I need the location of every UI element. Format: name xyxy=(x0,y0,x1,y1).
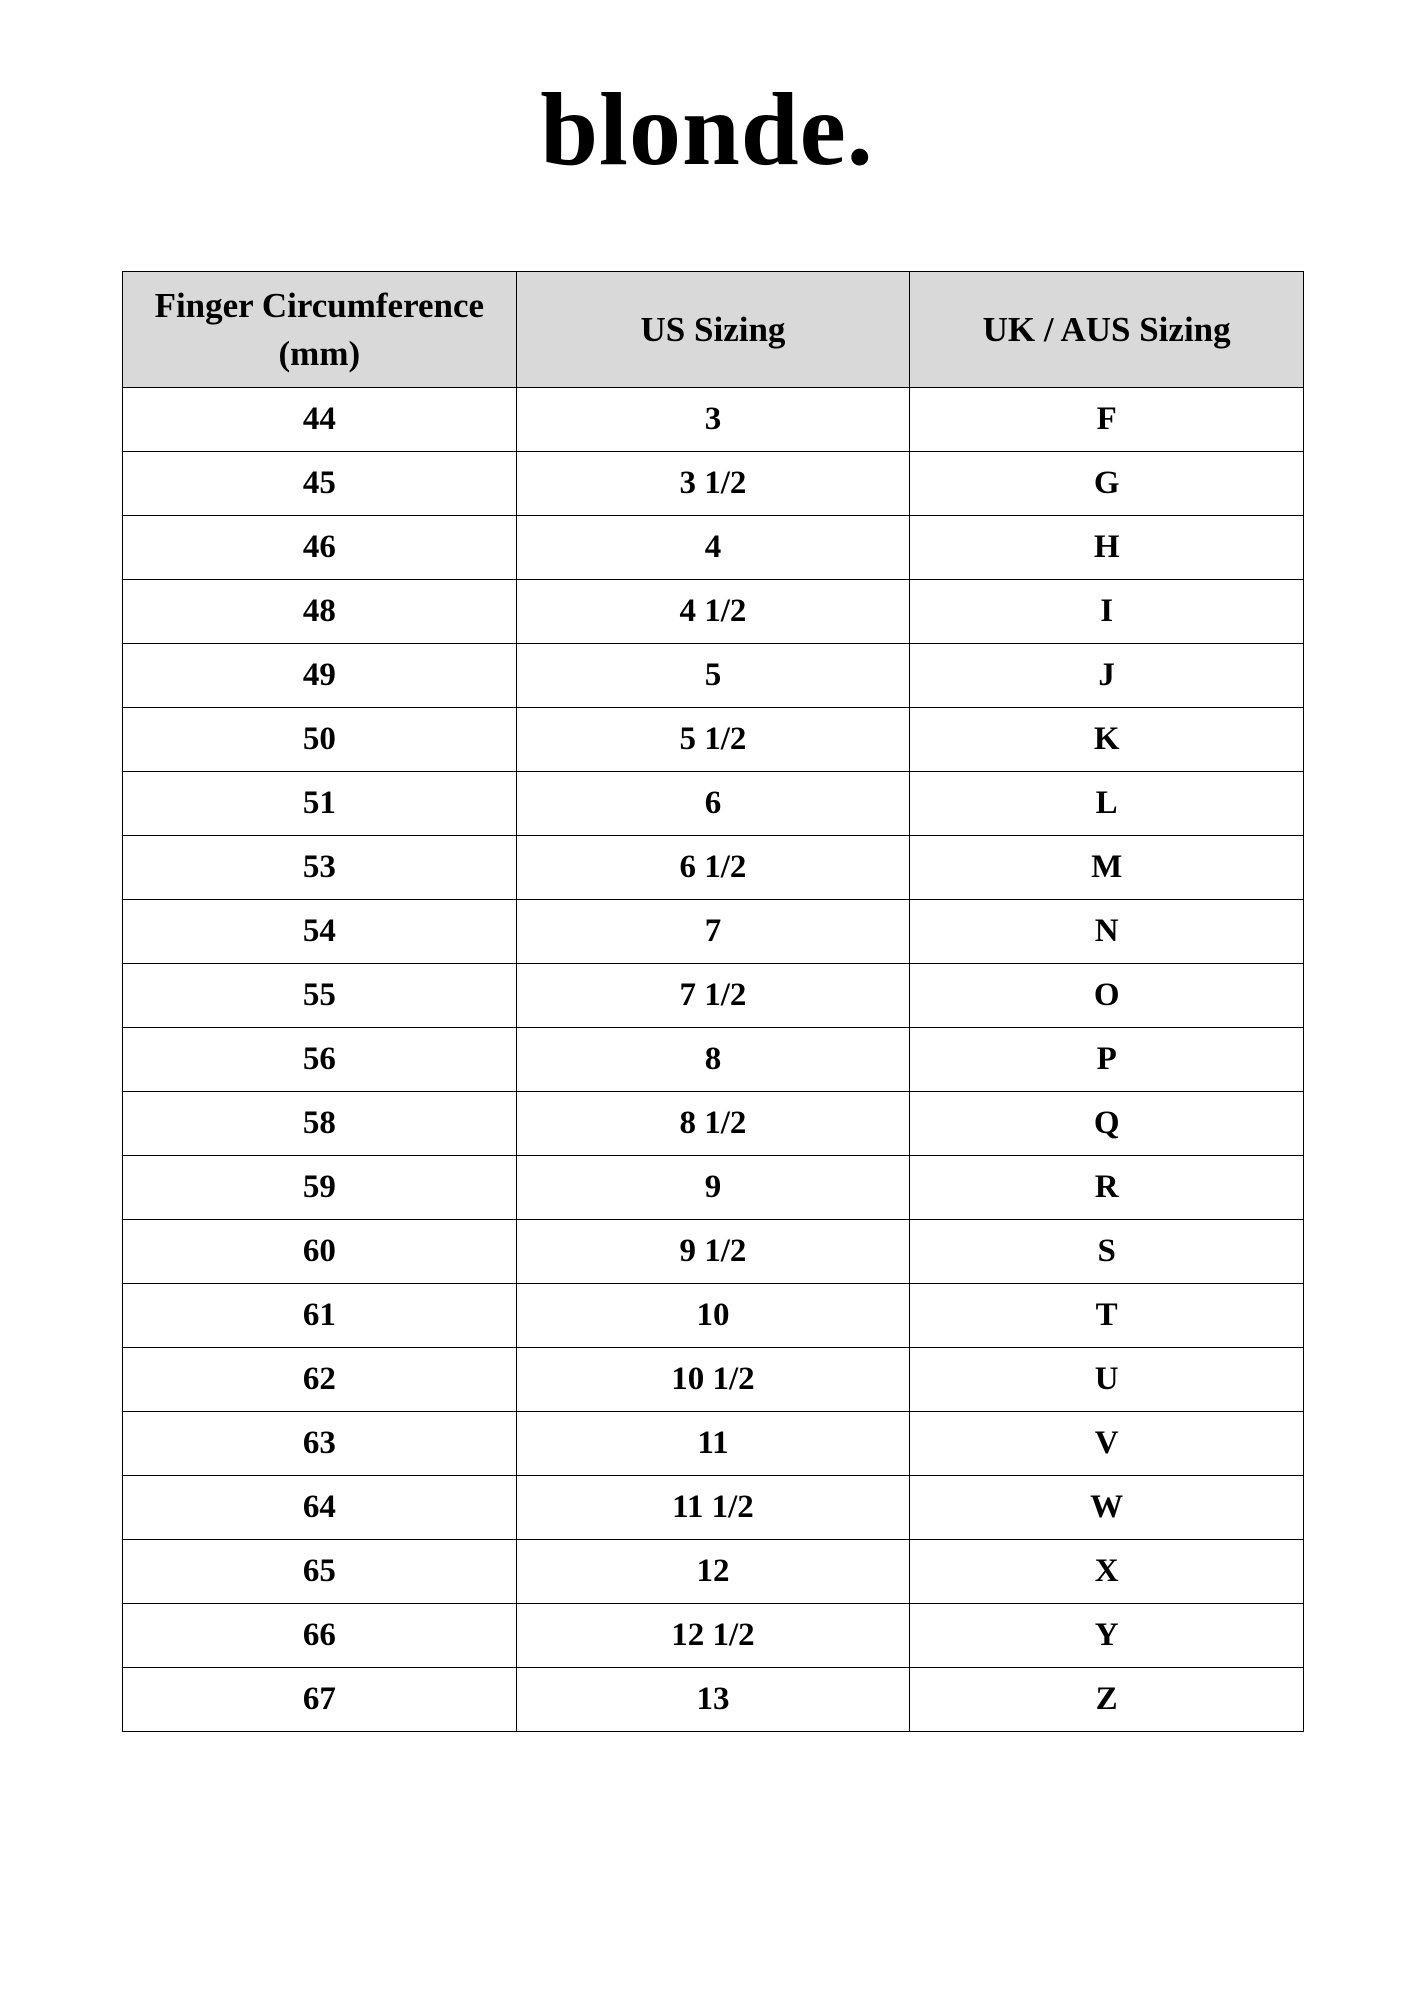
cell-circumference: 51 xyxy=(123,772,517,836)
cell-circumference: 65 xyxy=(123,1540,517,1604)
table-row xyxy=(123,1540,1304,1604)
header-finger-circumference: Finger Circumference (mm) xyxy=(123,272,517,388)
cell-us-size: 7 xyxy=(516,900,910,964)
cell-us-size: 3 1/2 xyxy=(516,452,910,516)
table-row xyxy=(123,900,1304,964)
cell-uk-aus-size: Y xyxy=(910,1604,1304,1668)
cell-us-size: 10 1/2 xyxy=(516,1348,910,1412)
cell-us-size: 10 xyxy=(516,1284,910,1348)
cell-us-size: 11 1/2 xyxy=(516,1476,910,1540)
cell-uk-aus-size: H xyxy=(910,516,1304,580)
cell-uk-aus-size: P xyxy=(910,1028,1304,1092)
cell-uk-aus-size: L xyxy=(910,772,1304,836)
table-row xyxy=(123,452,1304,516)
cell-us-size: 13 xyxy=(516,1668,910,1732)
table-row xyxy=(123,1668,1304,1732)
table-row xyxy=(123,1284,1304,1348)
cell-uk-aus-size: I xyxy=(910,580,1304,644)
cell-us-size: 9 xyxy=(516,1156,910,1220)
table-row xyxy=(123,836,1304,900)
cell-uk-aus-size: F xyxy=(910,388,1304,452)
cell-circumference: 59 xyxy=(123,1156,517,1220)
cell-uk-aus-size: W xyxy=(910,1476,1304,1540)
cell-us-size: 5 1/2 xyxy=(516,708,910,772)
cell-uk-aus-size: N xyxy=(910,900,1304,964)
cell-circumference: 48 xyxy=(123,580,517,644)
header-uk-aus-sizing: UK / AUS Sizing xyxy=(910,272,1304,388)
cell-uk-aus-size: R xyxy=(910,1156,1304,1220)
cell-circumference: 67 xyxy=(123,1668,517,1732)
table-row xyxy=(123,644,1304,708)
cell-uk-aus-size: O xyxy=(910,964,1304,1028)
cell-uk-aus-size: M xyxy=(910,836,1304,900)
table-row xyxy=(123,1092,1304,1156)
table-row xyxy=(123,516,1304,580)
cell-us-size: 8 1/2 xyxy=(516,1092,910,1156)
header-us-sizing: US Sizing xyxy=(516,272,910,388)
cell-circumference: 53 xyxy=(123,836,517,900)
table-row xyxy=(123,708,1304,772)
table-row xyxy=(123,964,1304,1028)
cell-circumference: 61 xyxy=(123,1284,517,1348)
cell-us-size: 9 1/2 xyxy=(516,1220,910,1284)
cell-uk-aus-size: S xyxy=(910,1220,1304,1284)
cell-circumference: 60 xyxy=(123,1220,517,1284)
cell-circumference: 63 xyxy=(123,1412,517,1476)
cell-uk-aus-size: V xyxy=(910,1412,1304,1476)
cell-us-size: 3 xyxy=(516,388,910,452)
cell-uk-aus-size: U xyxy=(910,1348,1304,1412)
cell-circumference: 64 xyxy=(123,1476,517,1540)
cell-circumference: 62 xyxy=(123,1348,517,1412)
table-row xyxy=(123,1412,1304,1476)
table-row xyxy=(123,388,1304,452)
cell-uk-aus-size: G xyxy=(910,452,1304,516)
cell-circumference: 66 xyxy=(123,1604,517,1668)
cell-us-size: 12 xyxy=(516,1540,910,1604)
table-row xyxy=(123,580,1304,644)
table-header-row xyxy=(123,272,1304,388)
table-row xyxy=(123,1348,1304,1412)
cell-us-size: 5 xyxy=(516,644,910,708)
table-row xyxy=(123,1028,1304,1092)
table-row xyxy=(123,1604,1304,1668)
cell-us-size: 6 xyxy=(516,772,910,836)
brand-title: blonde. xyxy=(540,72,874,187)
cell-circumference: 55 xyxy=(123,964,517,1028)
cell-circumference: 56 xyxy=(123,1028,517,1092)
table-row xyxy=(123,772,1304,836)
cell-us-size: 4 1/2 xyxy=(516,580,910,644)
cell-us-size: 11 xyxy=(516,1412,910,1476)
cell-uk-aus-size: Q xyxy=(910,1092,1304,1156)
cell-circumference: 58 xyxy=(123,1092,517,1156)
cell-circumference: 45 xyxy=(123,452,517,516)
cell-circumference: 46 xyxy=(123,516,517,580)
cell-uk-aus-size: K xyxy=(910,708,1304,772)
cell-us-size: 7 1/2 xyxy=(516,964,910,1028)
table-row xyxy=(123,1220,1304,1284)
cell-uk-aus-size: Z xyxy=(910,1668,1304,1732)
cell-uk-aus-size: T xyxy=(910,1284,1304,1348)
table-row xyxy=(123,1156,1304,1220)
cell-us-size: 4 xyxy=(516,516,910,580)
ring-size-table xyxy=(122,271,1304,1732)
cell-us-size: 12 1/2 xyxy=(516,1604,910,1668)
cell-circumference: 44 xyxy=(123,388,517,452)
table-row xyxy=(123,1476,1304,1540)
cell-us-size: 6 1/2 xyxy=(516,836,910,900)
cell-circumference: 50 xyxy=(123,708,517,772)
cell-us-size: 8 xyxy=(516,1028,910,1092)
cell-circumference: 54 xyxy=(123,900,517,964)
cell-circumference: 49 xyxy=(123,644,517,708)
cell-uk-aus-size: J xyxy=(910,644,1304,708)
cell-uk-aus-size: X xyxy=(910,1540,1304,1604)
